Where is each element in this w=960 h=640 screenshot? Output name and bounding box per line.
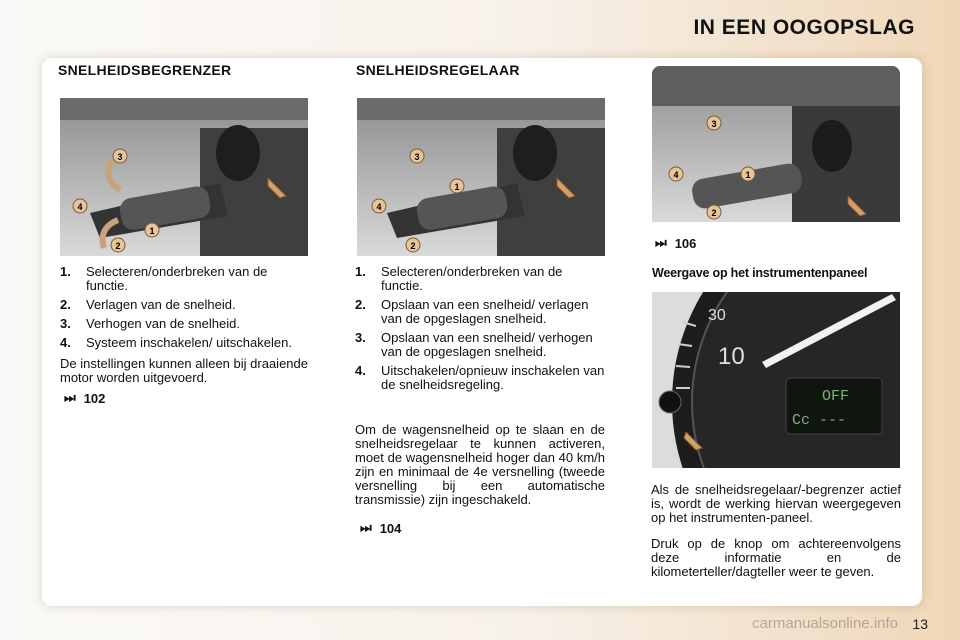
limiter-list bbox=[60, 265, 310, 355]
callout-2: 2 bbox=[410, 241, 416, 251]
skip-forward-icon: ⏭ bbox=[655, 235, 665, 250]
cruise-title: SNELHEIDSREGELAAR bbox=[356, 62, 520, 78]
cruise-note: Om de wagensnelheid op te slaan en de snelheidsregelaar te kunnen activeren, moet de wagensnelheid hoger dan 40 km/h zijn en minimaal de 4e versnelling (tweede versnelling bij een automatische transmissie) zijn ingeschakeld. bbox=[355, 422, 605, 507]
list-item: 4. Uitschakelen/opnieuw inschakelen van de snelheidsregeling. bbox=[355, 363, 605, 392]
dashboard-para-2: Druk op de knop om achtereenvolgens deze informatie en de kilometerteller/dagteller weer te geven. bbox=[651, 536, 901, 579]
display-status-text: OFF bbox=[822, 388, 850, 405]
display-cruise-text: Cc --- bbox=[792, 412, 847, 429]
list-item: 2. Verlagen van de snelheid. bbox=[60, 297, 236, 312]
list-item: 3. Opslaan van een snelheid/ verhogen van de opgeslagen snelheid. bbox=[355, 330, 593, 359]
instrument-panel-photo bbox=[652, 292, 900, 468]
list-item: 3. Verhogen van de snelheid. bbox=[60, 316, 240, 331]
page-title: IN EEN OOGOPSLAG bbox=[693, 16, 915, 39]
list-item: 4. Systeem inschakelen/ uitschakelen. bbox=[60, 335, 292, 350]
callout-1: 1 bbox=[745, 170, 751, 180]
dashboard-subheading: Weergave op het instrumentenpaneel bbox=[652, 266, 868, 280]
watermark: carmanualsonline.info bbox=[752, 615, 898, 632]
callout-3: 3 bbox=[117, 152, 123, 162]
cruise-list bbox=[355, 265, 605, 397]
list-item: 2. Opslaan van een snelheid/ verlagen van de opgeslagen snelheid. bbox=[355, 297, 589, 326]
skip-forward-icon: ⏭ bbox=[360, 520, 370, 535]
speed-label-10: 10 bbox=[718, 343, 745, 370]
callout-1: 1 bbox=[149, 226, 155, 236]
list-item: 1. Selecteren/onderbreken van de functie. bbox=[355, 264, 563, 293]
skip-forward-icon: ⏭ bbox=[64, 390, 74, 405]
cruise-stalk-photo bbox=[357, 98, 605, 256]
callout-4: 4 bbox=[673, 170, 679, 180]
page-number: 13 bbox=[912, 616, 928, 632]
callout-4: 4 bbox=[376, 202, 382, 212]
dashboard-page-ref[interactable]: ⏭ 106 bbox=[655, 235, 697, 251]
callout-2: 2 bbox=[115, 241, 121, 251]
speed-label-30: 30 bbox=[708, 307, 726, 324]
callout-2: 2 bbox=[711, 208, 717, 218]
limiter-page-ref[interactable]: ⏭ 102 bbox=[64, 390, 106, 406]
callout-4: 4 bbox=[77, 202, 83, 212]
stalk-closeup-photo bbox=[652, 66, 900, 222]
callout-3: 3 bbox=[711, 119, 717, 129]
callout-3: 3 bbox=[414, 152, 420, 162]
limiter-note: De instellingen kunnen alleen bij draaiende motor worden uitgevoerd. bbox=[60, 356, 308, 385]
dashboard-para-1: Als de snelheidsregelaar/-begrenzer actief is, wordt de werking hiervan weergegeven op het instrumenten-paneel. bbox=[651, 482, 901, 525]
limiter-stalk-photo bbox=[60, 98, 308, 256]
list-item: 1. Selecteren/onderbreken van de functie. bbox=[60, 264, 268, 293]
cruise-page-ref[interactable]: ⏭ 104 bbox=[360, 520, 402, 536]
limiter-title: SNELHEIDSBEGRENZER bbox=[58, 62, 232, 78]
callout-1: 1 bbox=[454, 182, 460, 192]
